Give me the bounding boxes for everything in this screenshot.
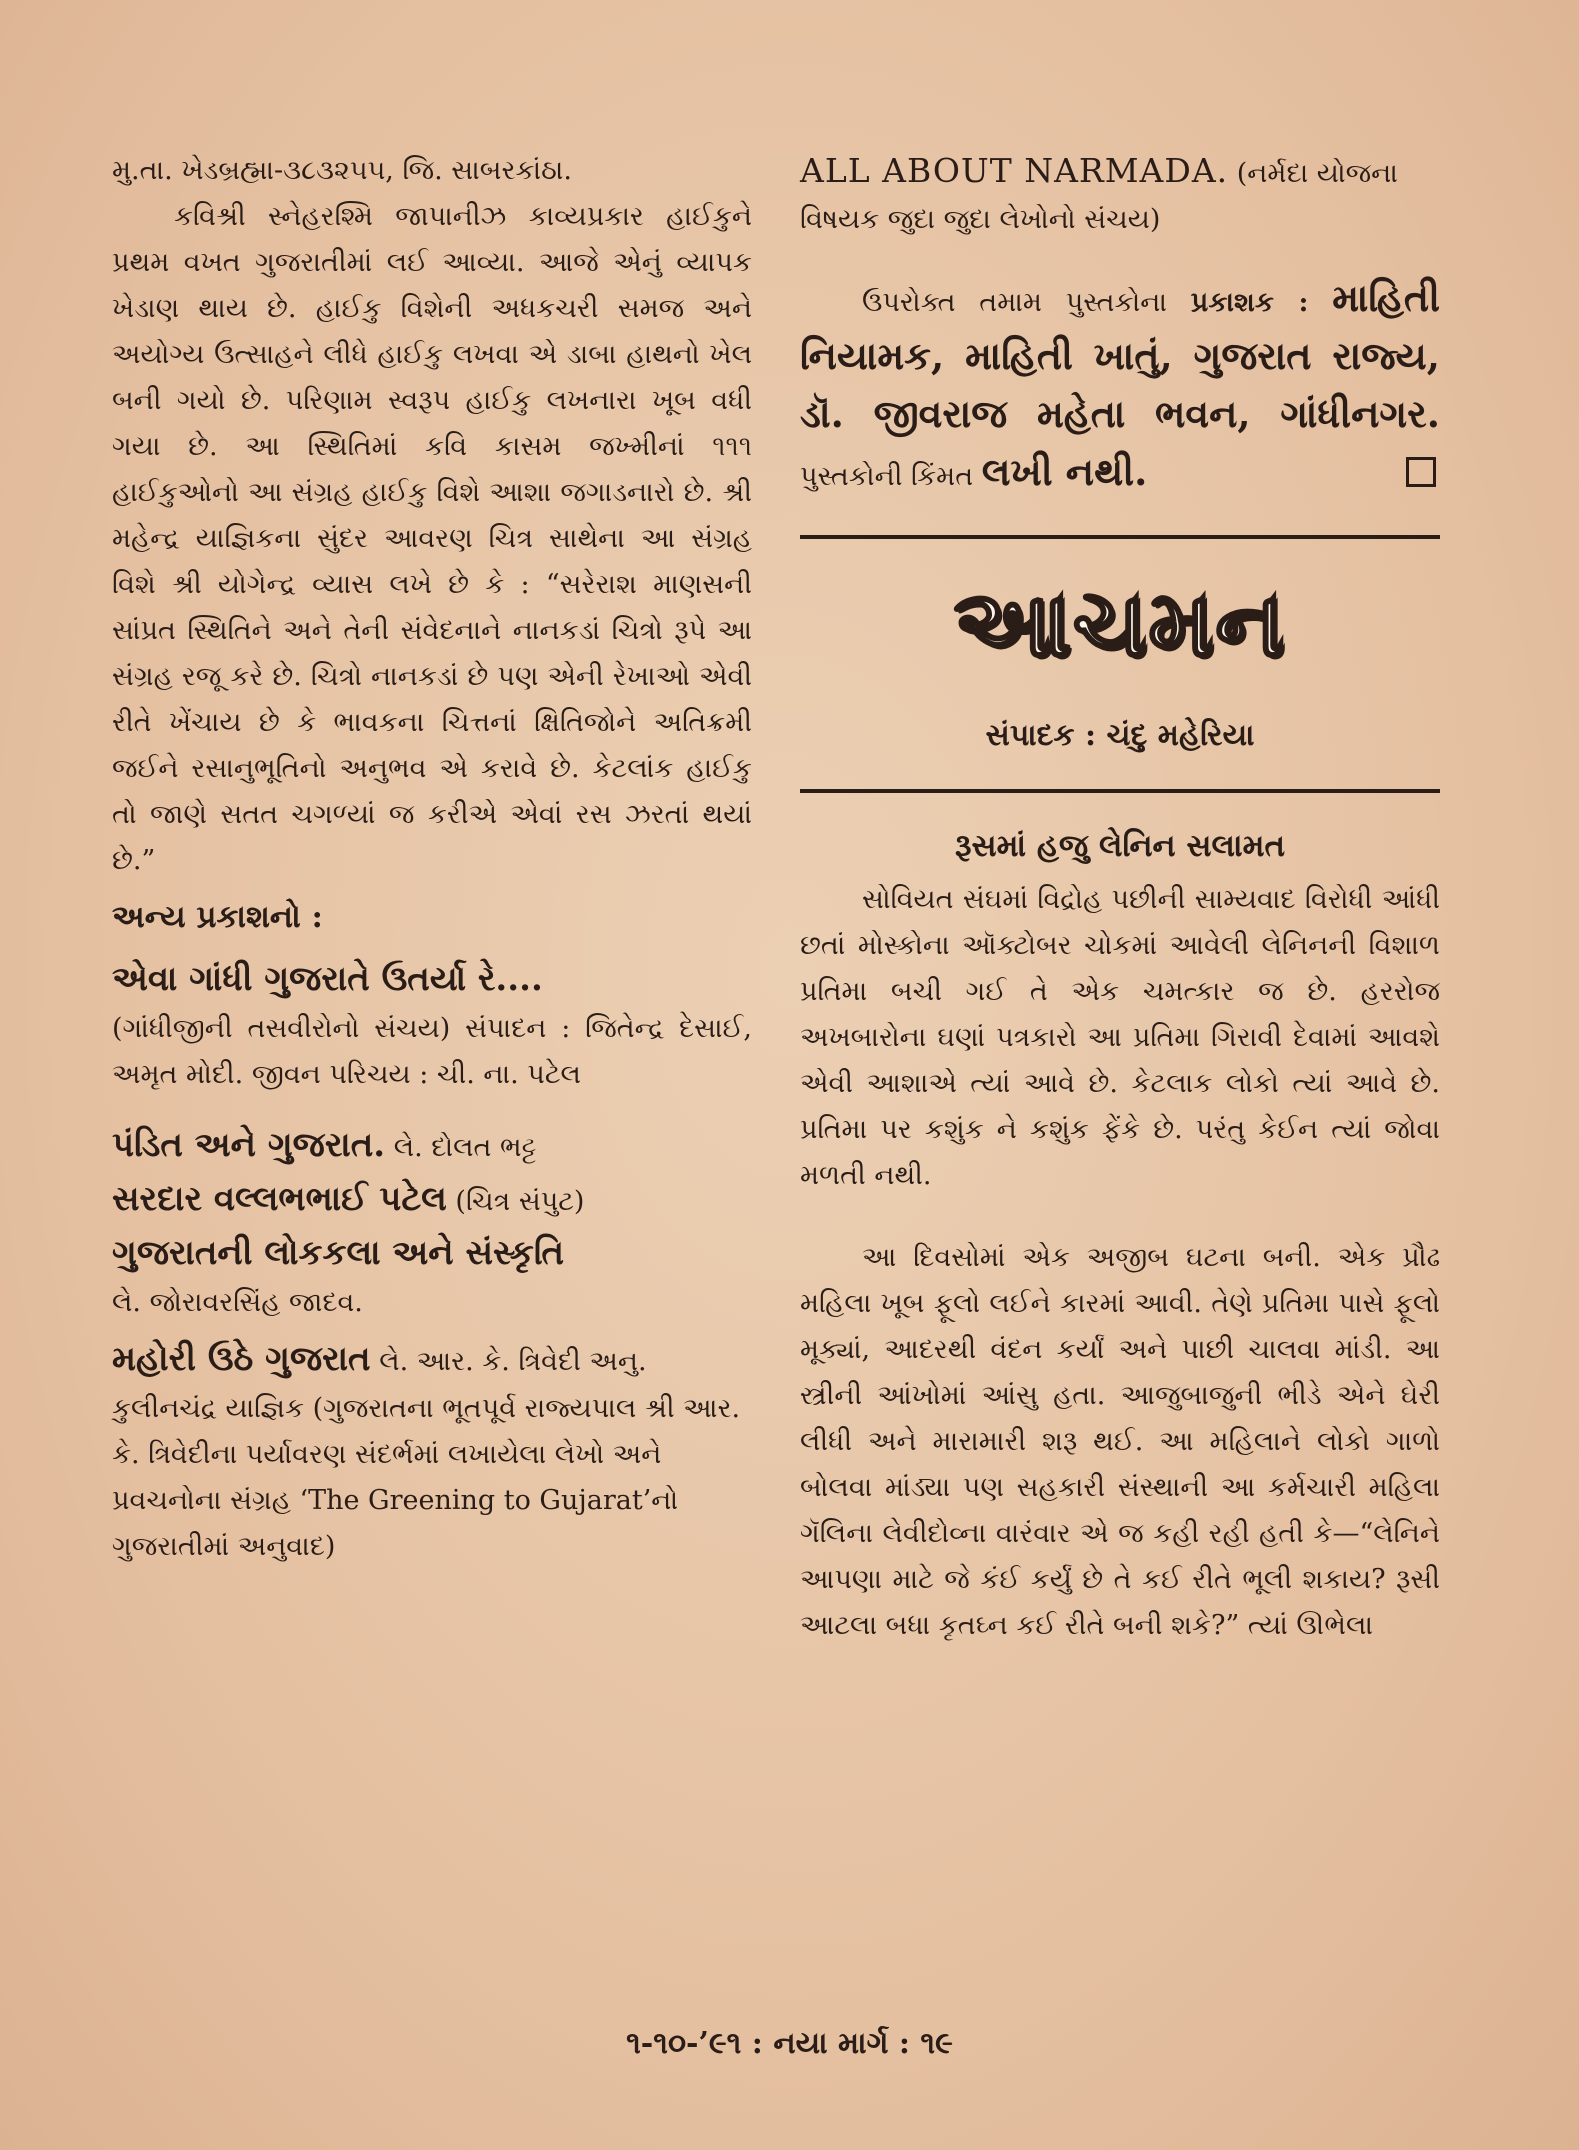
editor-line: સંપાદક : ચંદુ મહેરિયા: [985, 718, 1255, 753]
paragraph-gap: [800, 1199, 1440, 1235]
publisher-info: [800, 269, 1440, 501]
publication-detail: લે. આર. કે. ત્રિવેદી અનુ. કુલીનચંદ્ર યાજ્ઞિક (ગુજરાતના ભૂતપૂર્વ રાજ્યપાલ શ્રી આર. કે. ત્રિવેદીના પર્યાવરણ સંદર્ભમાં લખાયેલા લેખો અને પ્રવચનોના સંગ્રહ ‘The Greening to Gujarat’નો ગુજરાતીમાં અનુવાદ): [112, 1346, 741, 1562]
publication-item: [112, 1172, 752, 1226]
article-paragraph: સોવિયત સંઘમાં વિદ્રોહ પછીની સામ્યવાદ વિરોધી આંધી છતાં મોસ્કોના ઑક્ટોબર ચોકમાં આવેલી લેનિનની વિશાળ પ્રતિમા બચી ગઈ તે એક ચમત્કાર જ છે. હરરોજ અખબારોના ઘણાં પત્રકારો આ પ્રતિમા ગિરાવી દેવામાં આવશે એવી આશાએ ત્યાં આવે છે. કેટલાક લોકો ત્યાં આવે છે. પ્રતિમા પર કશુંક ને કશુંક ફેંકે છે. પરંતુ કેઈન ત્યાં જોવા મળતી નથી.: [800, 884, 1440, 1191]
publication-detail: (ગાંધીજીની તસવીરોનો સંચય) સંપાદન : જિતેન્દ્ર દેસાઈ, અમૃત મોદી. જીવન પરિચય : ચી. ના. પટેલ: [112, 1013, 752, 1090]
publication-title: ગુજરાતની લોકકલા અને સંસ્કૃતિ: [112, 1233, 565, 1273]
publication-item: [112, 1226, 752, 1326]
publication-item: [112, 1332, 752, 1570]
publication-author: લે. દોલત ભટ્ટ: [393, 1132, 537, 1163]
publication-title: એવા ગાંધી ગુજરાતે ઉતર્યા રે....: [112, 959, 543, 999]
section-title: આચમન: [953, 569, 1287, 677]
other-publications-heading: અન્ય પ્રકાશનો :: [112, 899, 323, 935]
article-heading: રૂસમાં હજુ લેનિન સલામત: [954, 828, 1286, 864]
publication-title: મહોરી ઉઠે ગુજરાત: [112, 1339, 371, 1379]
publication-author: લે. જોરાવરસિંહ જાદવ.: [112, 1287, 363, 1318]
left-column: [112, 148, 752, 1570]
publisher-name: માહિતી નિયામક, માહિતી ખાતું, ગુજરાત રાજ્ય, ડૉ. જીવરાજ મહેતા ભવન, ગાંધીનગર.: [800, 275, 1440, 436]
publication-detail: (ચિત્ર સંપુટ): [455, 1186, 585, 1217]
address-line: મુ.તા. ખેડબ્રહ્મા-૩૮૩૨૫૫, જિ. સાબરકાંઠા.: [112, 155, 572, 186]
publication-item: [800, 148, 1440, 243]
publication-title: ALL ABOUT NARMADA.: [800, 151, 1229, 190]
price-note-start: પુસ્તકોની કિંમત: [800, 461, 974, 492]
price-note-end: લખી નથી.: [981, 449, 1148, 494]
publication-title: પંડિત અને ગુજરાત.: [112, 1125, 386, 1165]
publication-detail: (નર્મદા યોજના વિષયક જુદા જુદા લેખોનો સંચય): [800, 158, 1398, 235]
publication-title: સરદાર વલ્લભભાઈ પટેલ: [112, 1179, 447, 1219]
page-footer: ૧-૧૦-’૯૧ : નયા માર્ગ : ૧૯: [626, 2026, 953, 2061]
article-paragraph: આ દિવસોમાં એક અજીબ ઘટના બની. એક પ્રૌઢ મહિલા ખૂબ ફૂલો લઈને કારમાં આવી. તેણે પ્રતિમા પાસે ફૂલો મૂક્યાં, આદરથી વંદન કર્યાં અને પાછી ચાલવા માંડી. આ સ્ત્રીની આંખોમાં આંસુ હતા. આજુબાજુની ભીડે એને ઘેરી લીધી અને મારામારી શરૂ થઈ. આ મહિલાને લોકો ગાળો બોલવા માંડ્યા પણ સહકારી સંસ્થાની આ કર્મચારી મહિલા ગૅલિના લેવીદોવ્ના વારંવાર એ જ કહી રહી હતી કે—“લેનિને આપણા માટે જે કંઈ કર્યું છે તે કઈ રીતે ભૂલી શકાય? રૂસી આટલા બધા કૃતઘ્ન કઈ રીતે બની શકે?” ત્યાં ઊભેલા: [800, 1242, 1440, 1641]
publication-item: [112, 1118, 752, 1172]
publisher-label: પ્રકાશક :: [1190, 287, 1309, 318]
section-divider: [800, 789, 1440, 793]
publication-item: [112, 952, 752, 1098]
section-divider: [800, 535, 1440, 539]
publisher-intro: ઉપરોક્ત તમામ પુસ્તકોના: [862, 287, 1168, 318]
review-paragraph: કવિશ્રી સ્નેહરશ્મિ જાપાનીઝ કાવ્યપ્રકાર હાઈકુને પ્રથમ વખત ગુજરાતીમાં લઈ આવ્યા. આજે એનું વ્યાપક ખેડાણ થાય છે. હાઈકુ વિશેની અધકચરી સમજ અને અયોગ્ય ઉત્સાહને લીધે હાઈકુ લખવા એ ડાબા હાથનો ખેલ બની ગયો છે. પરિણામ સ્વરૂપ હાઈકુ લખનારા ખૂબ વધી ગયા છે. આ સ્થિતિમાં કવિ કાસમ જખ્મીનાં ૧૧૧ હાઈકુઓનો આ સંગ્રહ હાઈકુ વિશે આશા જગાડનારો છે. શ્રી મહેન્દ્ર યાજ્ઞિકના સુંદર આવરણ ચિત્ર સાથેના આ સંગ્રહ વિશે શ્રી યોગેન્દ્ર વ્યાસ લખે છે કે : “સરેરાશ માણસની સાંપ્રત સ્થિતિને અને તેની સંવેદનાને નાનકડાં ચિત્રો રૂપે આ સંગ્રહ રજૂ કરે છે. ચિત્રો નાનકડાં છે પણ એની રેખાઓ એવી રીતે ખેંચાય છે કે ભાવકના ચિત્તનાં ક્ષિતિજોને અતિક્રમી જઈને રસાનુભૂતિનો અનુભવ એ કરાવે છે. કેટલાંક હાઈકુ તો જાણે સતત ચગળ્યાં જ કરીએ એવાં રસ ઝરતાં થયાં છે.”: [112, 201, 752, 876]
right-column: [800, 148, 1440, 1649]
end-mark-icon: [1406, 457, 1436, 487]
